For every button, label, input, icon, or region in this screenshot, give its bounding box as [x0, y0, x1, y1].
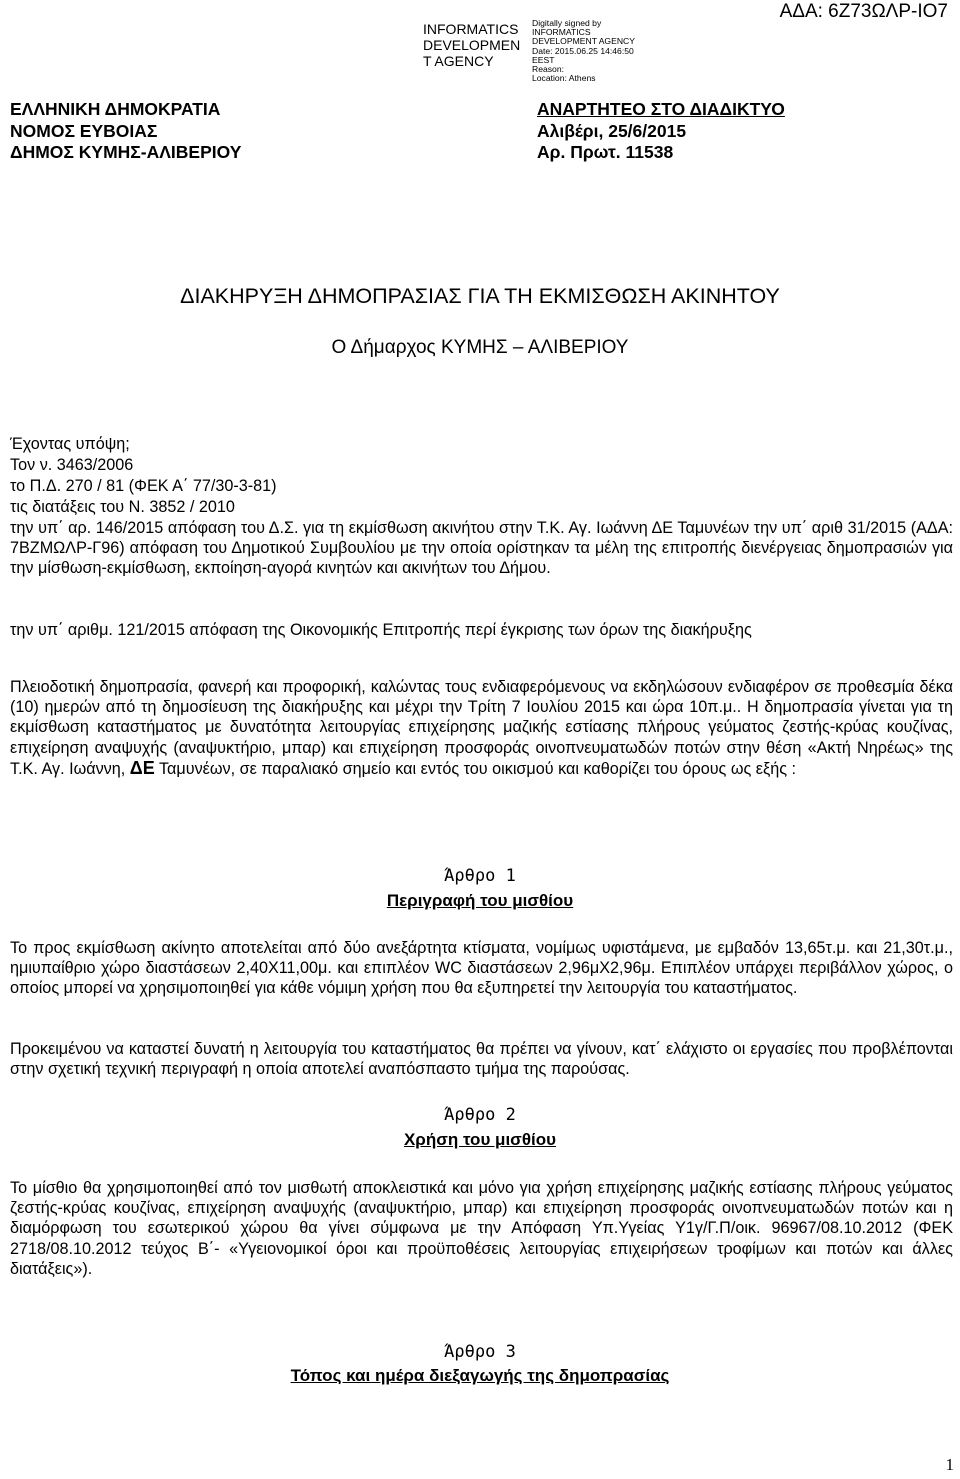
- article-heading: Άρθρο 3: [444, 1342, 516, 1362]
- article-title: Χρήση του μισθίου: [403, 1130, 557, 1149]
- article-heading: Άρθρο 2: [444, 1105, 516, 1125]
- considering-item: το Π.Δ. 270 / 81 (ΦΕΚ Α΄ 77/30-3-81): [10, 477, 277, 495]
- article-title: Τόπος και ημέρα διεξαγωγής της δημοπρασίας: [290, 1366, 670, 1385]
- signature-details: [532, 19, 635, 83]
- article-title-wrap: [0, 1130, 960, 1150]
- article-title: Περιγραφή του μισθίου: [386, 891, 574, 910]
- signature-detail-line: Date: 2015.06.25 14:46:50: [532, 45, 634, 56]
- article-paragraph: Προκειμένου να καταστεί δυνατή η λειτουργία του καταστήματος θα πρέπει να γίνουν, κατ΄ ελάχιστο οι εργασίες που προβλέπονται στην σχετική τεχνική περιγραφή η οποία αποτελεί αναπόσπαστο τμήμα της παρούσας.: [10, 1040, 953, 1079]
- protocol-number: Αρ. Πρωτ. 11538: [537, 142, 674, 162]
- considering-intro: Έχοντας υπόψη;: [10, 435, 130, 453]
- announcement-paragraph: [10, 677, 953, 779]
- issuer-line: ΕΛΛΗΝΙΚΗ ΔΗΜΟΚΡΑΤΙΑ: [10, 99, 221, 119]
- article-heading: Άρθρο 1: [444, 866, 516, 886]
- article-paragraph: Το μίσθιο θα χρησιμοποιηθεί από τον μισθωτή αποκλειστικά και μόνο για χρήση επιχείρησης μαζικής εστίασης πλήρους γεύματος ζεστής-κρύας κουζίνας, επιχείρηση αναψυχής (αναψυκτήριο, μπαρ) και επιχείρηση προσφοράς οινοπνευματωδών ποτών και η διαμόρφωση του εσωτερικού χώρου θα γίνει σύμφωνα με την Απόφαση Υπ.Υγείας Υ1γ/Γ.Π/οικ. 96967/08.10.2012 (ΦΕΚ 2718/08.10.2012 τεύχος Β΄- «Υγειονομικοί όροι και προϋποθέσεις λειτουργίας επιχειρήσεων τροφίμων και ποτών και άλλες διατάξεις»).: [10, 1179, 953, 1278]
- considering-item: τις διατάξεις του Ν. 3852 / 2010: [10, 498, 235, 516]
- signature-signer: [423, 21, 520, 69]
- article-paragraph: Το προς εκμίσθωση ακίνητο αποτελείται από δύο ανεξάρτητα κτίσματα, νομίμως υφιστάμενα, με εμβαδόν 13,65τ.μ. και 21,30τ.μ., ημιυπαίθριο χώρο διαστάσεων 2,40Χ11,00μ. και επιπλέον WC διαστάσεων 2,96μΧ2,96μ. Επιπλέον υπάρχει περιβάλλον χώρος, ο οποίος μπορεί να χρησιμοποιηθεί για κάθε νόμιμη χρήση που θα εξυπηρετεί την λειτουργία του καταστήματος.: [10, 939, 953, 998]
- posting-notice: ΑΝΑΡΤΗΤΕΟ ΣΤΟ ΔΙΑΔΙΚΤΥΟ: [537, 99, 785, 119]
- considering-item: την υπ΄ αρ. 146/2015 απόφαση του Δ.Σ. για τη εκμίσθωση ακινήτου στην Τ.Κ. Αγ. Ιωάννη ΔΕ Ταμυνέων την υπ΄ αριθ 31/2015 (ΑΔΑ: 7ΒΖΜΩΛΡ-Γ96) απόφαση του Δημοτικού Συμβουλίου με την οποία ορίστηκαν τα μέλη της επιτροπής διενέργειας δημοπρασιών για την μίσθωση-εκμίσθωση, εκποίηση-αγορά κινητών και ακινήτων του Δήμου.: [10, 519, 953, 578]
- issuer-block: [10, 99, 241, 164]
- article-title-wrap: [0, 1366, 960, 1386]
- signature-detail-line: INFORMATICS: [532, 27, 591, 38]
- signature-signer-line: DEVELOPMEN: [423, 37, 521, 53]
- announcement-emphasis: ΔΕ: [129, 757, 155, 778]
- document-title: ΔΙΑΚΗΡΥΞΗ ΔΗΜΟΠΡΑΣΙΑΣ ΓΙΑ ΤΗ ΕΚΜΙΣΘΩΣΗ ΑΚΙΝΗΤΟΥ: [180, 284, 780, 308]
- reference-block: [537, 99, 785, 164]
- signature-detail-line: DEVELOPMENT AGENCY: [532, 36, 635, 47]
- considering-item: την υπ΄ αριθμ. 121/2015 απόφαση της Οικονομικής Επιτροπής περί έγκρισης των όρων της διακήρυξης: [10, 621, 752, 639]
- issuer-line: ΝΟΜΟΣ ΕΥΒΟΙΑΣ: [10, 120, 158, 141]
- page-number: 1: [945, 1455, 954, 1474]
- signature-detail-line: Reason:: [532, 64, 565, 75]
- signature-signer-line: T AGENCY: [423, 53, 494, 69]
- ada-code: ΑΔΑ: 6Ζ73ΩΛΡ-ΙΟ7: [779, 1, 948, 22]
- considering-item: Τον ν. 3463/2006: [10, 456, 134, 474]
- signature-detail-line: Digitally signed by: [532, 18, 602, 28]
- signature-detail-line: EEST: [532, 54, 555, 65]
- announcement-text: Ταμυνέων, σε παραλιακό σημείο και εντός του οικισμού και καθορίζει του όρους ως εξής :: [154, 759, 797, 778]
- document-subtitle: Ο Δήμαρχος ΚΥΜΗΣ – ΑΛΙΒΕΡΙΟΥ: [331, 337, 629, 358]
- signature-detail-line: Location: Athens: [532, 73, 596, 84]
- announcement-text: Πλειοδοτική δημοπρασία, φανερή και προφορική, καλώντας τους ενδιαφερόμενους να εκδηλώσουν ενδιαφέρον σε προθεσμία δέκα (10) ημερών από τη δημοσίευση της διακήρυξης και μέχρι την Τρίτη 7 Ιουλίου 2015 και ώρα 10π.μ.. Η δημοπρασία γίνεται για τη εκμίσθωση καταστήματος με δυνατότητα λειτουργίας επιχείρησης μαζικής εστίασης πλήρους γεύματος ζεστής-κρύας κουζίνας, επιχείρηση αναψυχής (αναψυκτήριο, μπαρ) και επιχείρηση προσφοράς οινοπνευματωδών ποτών στην θέση «Ακτή Νηρέως» της Τ.Κ. Αγ. Ιωάννη,: [10, 678, 953, 778]
- article-title-wrap: [0, 891, 960, 911]
- signature-signer-line: INFORMATICS: [423, 21, 519, 37]
- document-date: Αλιβέρι, 25/6/2015: [537, 120, 687, 141]
- issuer-line: ΔΗΜΟΣ ΚΥΜΗΣ-ΑΛΙΒΕΡΙΟΥ: [10, 142, 242, 162]
